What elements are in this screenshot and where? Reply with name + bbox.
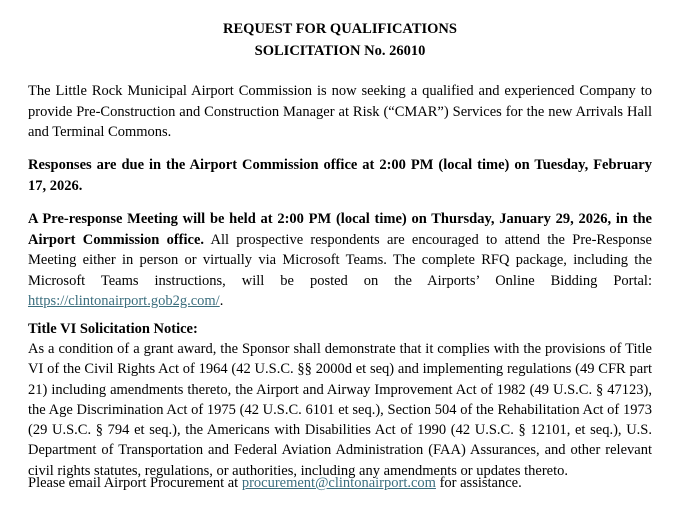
bidding-portal-link[interactable]: https://clintonairport.gob2g.com/ xyxy=(28,293,220,309)
due-date-text: Responses are due in the Airport Commission office at 2:00 PM (local time) on Tuesday, February 17, 2026. xyxy=(28,157,652,194)
contact-after: for assistance. xyxy=(435,475,522,491)
title-vi-heading: Title VI Solicitation Notice: xyxy=(28,321,198,337)
document-title: REQUEST FOR QUALIFICATIONS xyxy=(223,21,457,37)
meeting-period: . xyxy=(219,293,224,309)
contact-before: Please email Airport Procurement at xyxy=(28,475,242,491)
intro-paragraph: The Little Rock Municipal Airport Commission is now seeking a qualified and experienced Company to provide Pre-Construction and Construction Manager at Risk (“CMAR”) Services for the new Arrivals Hall and Terminal Commons. xyxy=(28,83,652,140)
meeting-bold-text: A Pre-response Meeting will be held at 2:00 PM (local time) on Thursday, January 29, 2026, in the Airport Commission office. xyxy=(28,211,652,248)
title-vi-body: As a condition of a grant award, the Sponsor shall demonstrate that it complies with the provisions of Title VI of the Civil Rights Act of 1964 (42 U.S.C. §§ 2000d et seq) and implementing regulations (49 CFR part 21) including amendments thereto, the Airport and Airway Improvement Act of 1982 (49 U.S.C. § 47123), the Age Discrimination Act of 1975 (42 U.S.C. 6101 et seq.), Section 504 of the Rehabilitation Act of 1973 (29 U.S.C. § 794 et seq.), the Americans with Disabilities Act of 1990 (42 U.S.C. § 12101, et seq.), U.S. Department of Transportation and Federal Aviation Administration (FAA) Assurances, and other relevant civil rights statutes, regulations, or authorities, including any amendments or updates thereto. xyxy=(28,341,652,479)
procurement-email-link[interactable]: procurement@clintonairport.com xyxy=(241,475,436,491)
meeting-text: All prospective respondents are encouraged to attend the Pre-Response Meeting either in person or virtually via Microsoft Teams. The complete RFQ package, including the Microsoft Teams instructions, will be posted on the Airports’ Online Bidding Portal: xyxy=(28,231,652,289)
solicitation-number: SOLICITATION No. 26010 xyxy=(254,43,426,59)
meeting-paragraph xyxy=(28,209,652,312)
due-date-paragraph xyxy=(28,155,652,196)
contact-paragraph xyxy=(28,473,652,494)
